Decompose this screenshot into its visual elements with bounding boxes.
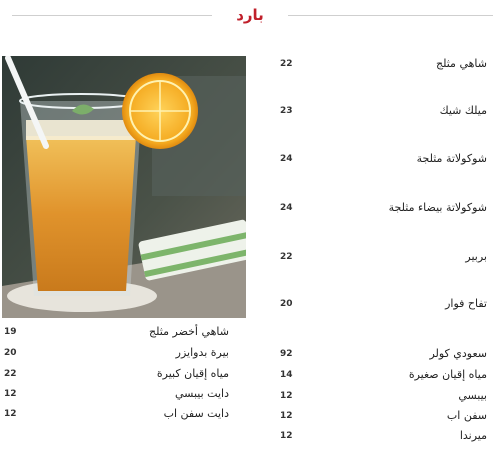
menu-item: [280, 249, 487, 265]
menu-item-price: 14: [280, 370, 293, 380]
menu-item-name: دايت سفن اب: [163, 407, 229, 420]
menu-item: [4, 406, 229, 422]
menu-item-name: بربير: [465, 250, 487, 263]
header-divider-right: [288, 15, 493, 16]
menu-item-price: 22: [280, 252, 293, 262]
menu-item-price: 12: [4, 389, 17, 399]
menu-item-price: 12: [4, 409, 17, 419]
menu-item-price: 22: [280, 59, 293, 69]
menu-item-name: مياه إقيان صغيرة: [408, 368, 487, 381]
section-header: [0, 0, 500, 34]
menu-item: [280, 408, 487, 424]
menu-item-name: تفاح فوار: [445, 297, 487, 310]
section-title: بارد: [236, 6, 264, 24]
menu-item-name: بيرة بدوايزر: [175, 346, 229, 359]
menu-item: [280, 296, 487, 312]
menu-item-price: 12: [280, 431, 293, 441]
menu-item-price: 19: [4, 327, 17, 337]
menu-item-name: مياه إقيان كبيرة: [156, 367, 229, 380]
menu-item-price: 24: [280, 203, 293, 213]
iced-tea-photo: [2, 56, 246, 318]
menu-item-name: بيبسي: [458, 389, 487, 402]
menu-item: [4, 324, 229, 340]
menu-item-name: سفن اب: [446, 409, 487, 422]
menu-item-name: شاهي مثلج: [436, 57, 487, 70]
menu-item: [280, 151, 487, 167]
menu-item: [280, 346, 487, 362]
menu-item-price: 24: [280, 154, 293, 164]
menu-item: [280, 56, 487, 72]
menu-item-price: 12: [280, 411, 293, 421]
menu-item: [4, 366, 229, 382]
menu-item-name: سعودي كولر: [429, 347, 487, 360]
menu-item-price: 12: [280, 391, 293, 401]
menu-item-name: شاهي أخضر مثلج: [149, 325, 229, 338]
menu-item-price: 23: [280, 106, 293, 116]
menu-item: [280, 388, 487, 404]
menu-item-name: شوكولاتة بيضاء مثلجة: [388, 201, 487, 214]
menu-item-name: دايت بيبسي: [175, 387, 229, 400]
menu-item: [280, 367, 487, 383]
menu-item-price: 92: [280, 349, 293, 359]
menu-item-price: 20: [4, 348, 17, 358]
menu-item-name: ميرندا: [459, 429, 487, 442]
menu-item-name: ميلك شيك: [439, 104, 487, 117]
menu-item: [280, 200, 487, 216]
menu-item-price: 20: [280, 299, 293, 309]
menu-item-name: شوكولاتة مثلجة: [416, 152, 487, 165]
menu-item: [4, 345, 229, 361]
menu-item: [280, 103, 487, 119]
menu-item-price: 22: [4, 369, 17, 379]
menu-item: [280, 428, 487, 444]
menu-item: [4, 386, 229, 402]
